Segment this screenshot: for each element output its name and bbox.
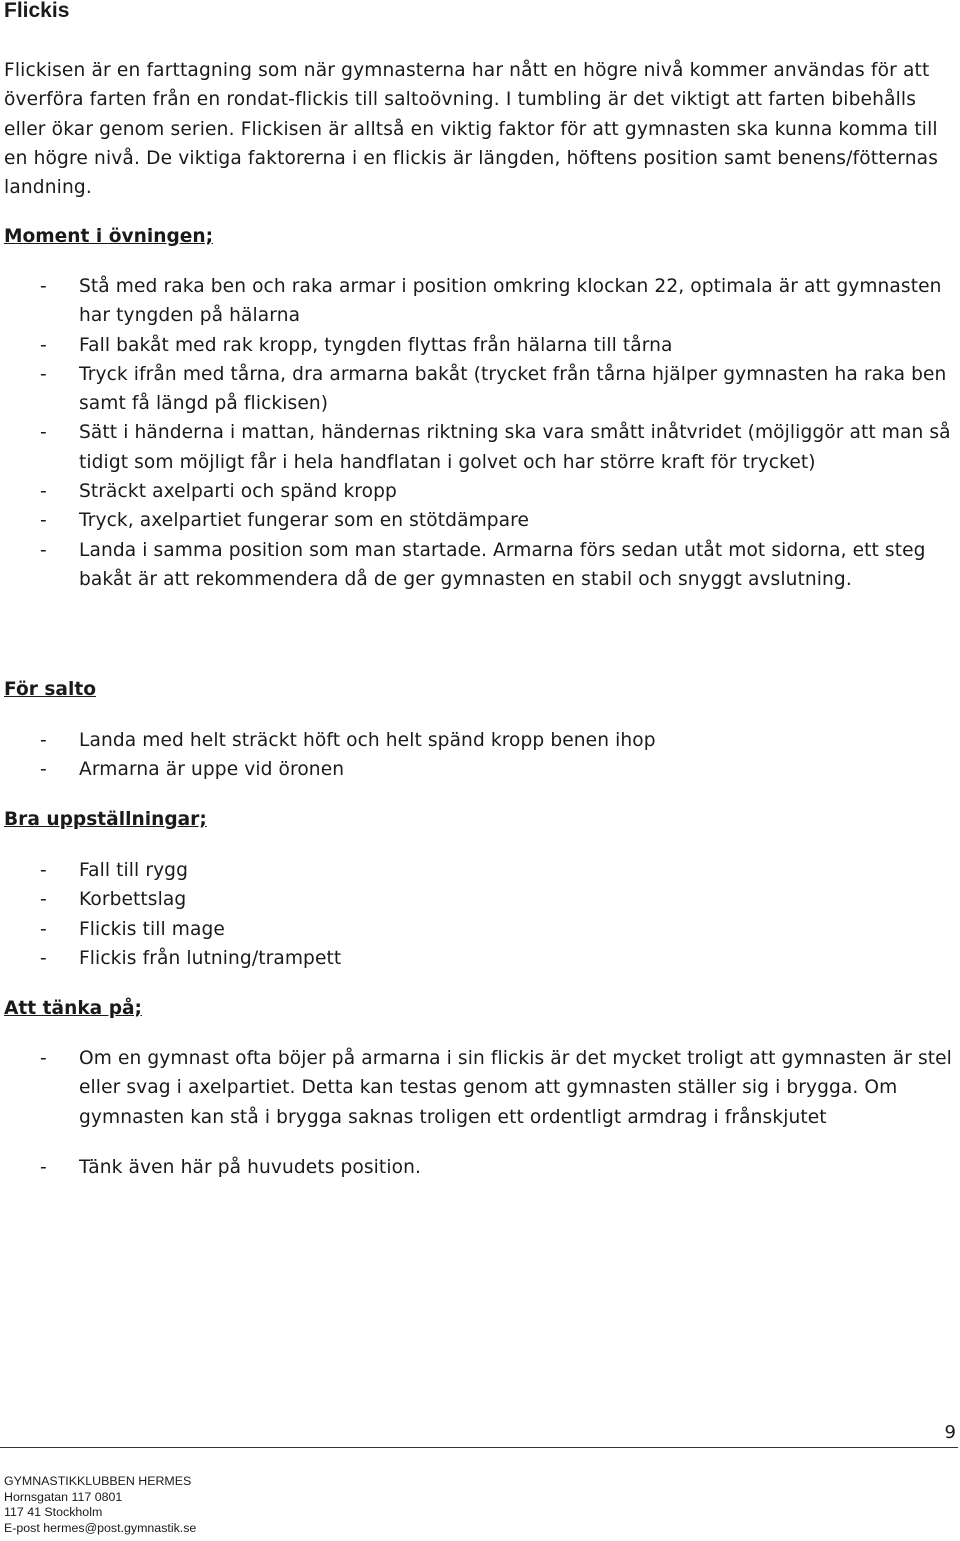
list-item: - Landa med helt sträckt höft och helt spänd kropp benen ihop [4,726,954,755]
list-item: - Korbettslag [4,885,954,914]
footer-org: GYMNASTIKKLUBBEN HERMES [4,1474,192,1488]
list-item: - Stå med raka ben och raka armar i position omkring klockan 22, optimala är att gymnasten har tyngden på hälarna [4,272,954,331]
footer-divider [0,1447,958,1448]
salto-list [4,726,954,785]
footer-address-line-2: 117 41 Stockholm [4,1505,103,1520]
section-heading-salto: För salto [4,679,97,700]
footer [4,1474,196,1536]
list-item: - Tryck ifrån med tårna, dra armarna bakåt (trycket från tårna hjälper gymnasten ha raka ben samt få längd på flickisen) [4,360,954,419]
list-item: - Sätt i händerna i mattan, händernas riktning ska vara smått inåtvridet (möjliggör att man så tidigt som möjligt får i hela handflatan i golvet och har större kraft för trycket) [4,418,954,477]
section-heading-moment: Moment i övningen; [4,226,214,247]
list-item: - Om en gymnast ofta böjer på armarna i sin flickis är det mycket troligt att gymnasten är stel eller svag i axelpartiet. Detta kan testas genom att gymnasten ställer sig i brygga. Om gymnasten kan stå i brygga saknas troligen ett ordentligt armdrag i frånskjutet [4,1044,954,1132]
page-number: 9 [944,1422,956,1443]
list-item: - Flickis från lutning/trampett [4,944,954,973]
tanka-list [4,1044,954,1182]
section-heading-tanka: Att tänka på; [4,998,142,1019]
list-item: - Fall bakåt med rak kropp, tyngden flyttas från hälarna till tårna [4,331,954,360]
section-heading-uppstallningar: Bra uppställningar; [4,809,207,830]
list-item: - Sträckt axelparti och spänd kropp [4,477,954,506]
list-item: - Landa i samma position som man startade. Armarna förs sedan utåt mot sidorna, ett steg bakåt är att rekommendera då de ger gymnasten en stabil och snyggt avslutning. [4,536,954,595]
list-item: - Tryck, axelpartiet fungerar som en stötdämpare [4,506,954,535]
list-item: - Tänk även här på huvudets position. [4,1153,954,1182]
page-title: Flickis [4,0,70,22]
footer-address-line-1: Hornsgatan 117 0801 [4,1489,123,1504]
moment-list [4,272,954,594]
footer-email: E-post hermes@post.gymnastik.se [4,1520,197,1535]
uppstallningar-list [4,856,954,973]
intro-paragraph: Flickisen är en farttagning som när gymnasterna har nått en högre nivå kommer användas för att överföra farten från en rondat-flickis till saltoövning. I tumbling är det viktigt att farten bibehålls eller ökar genom serien. Flickisen är alltså en viktig faktor för att gymnasten ska kunna komma till en högre nivå. De viktiga faktorerna i en flickis är längden, höftens position samt benens/fötternas landning. [4,60,939,199]
list-item: - Fall till rygg [4,856,954,885]
list-item: - Armarna är uppe vid öronen [4,755,954,784]
list-item: - Flickis till mage [4,915,954,944]
